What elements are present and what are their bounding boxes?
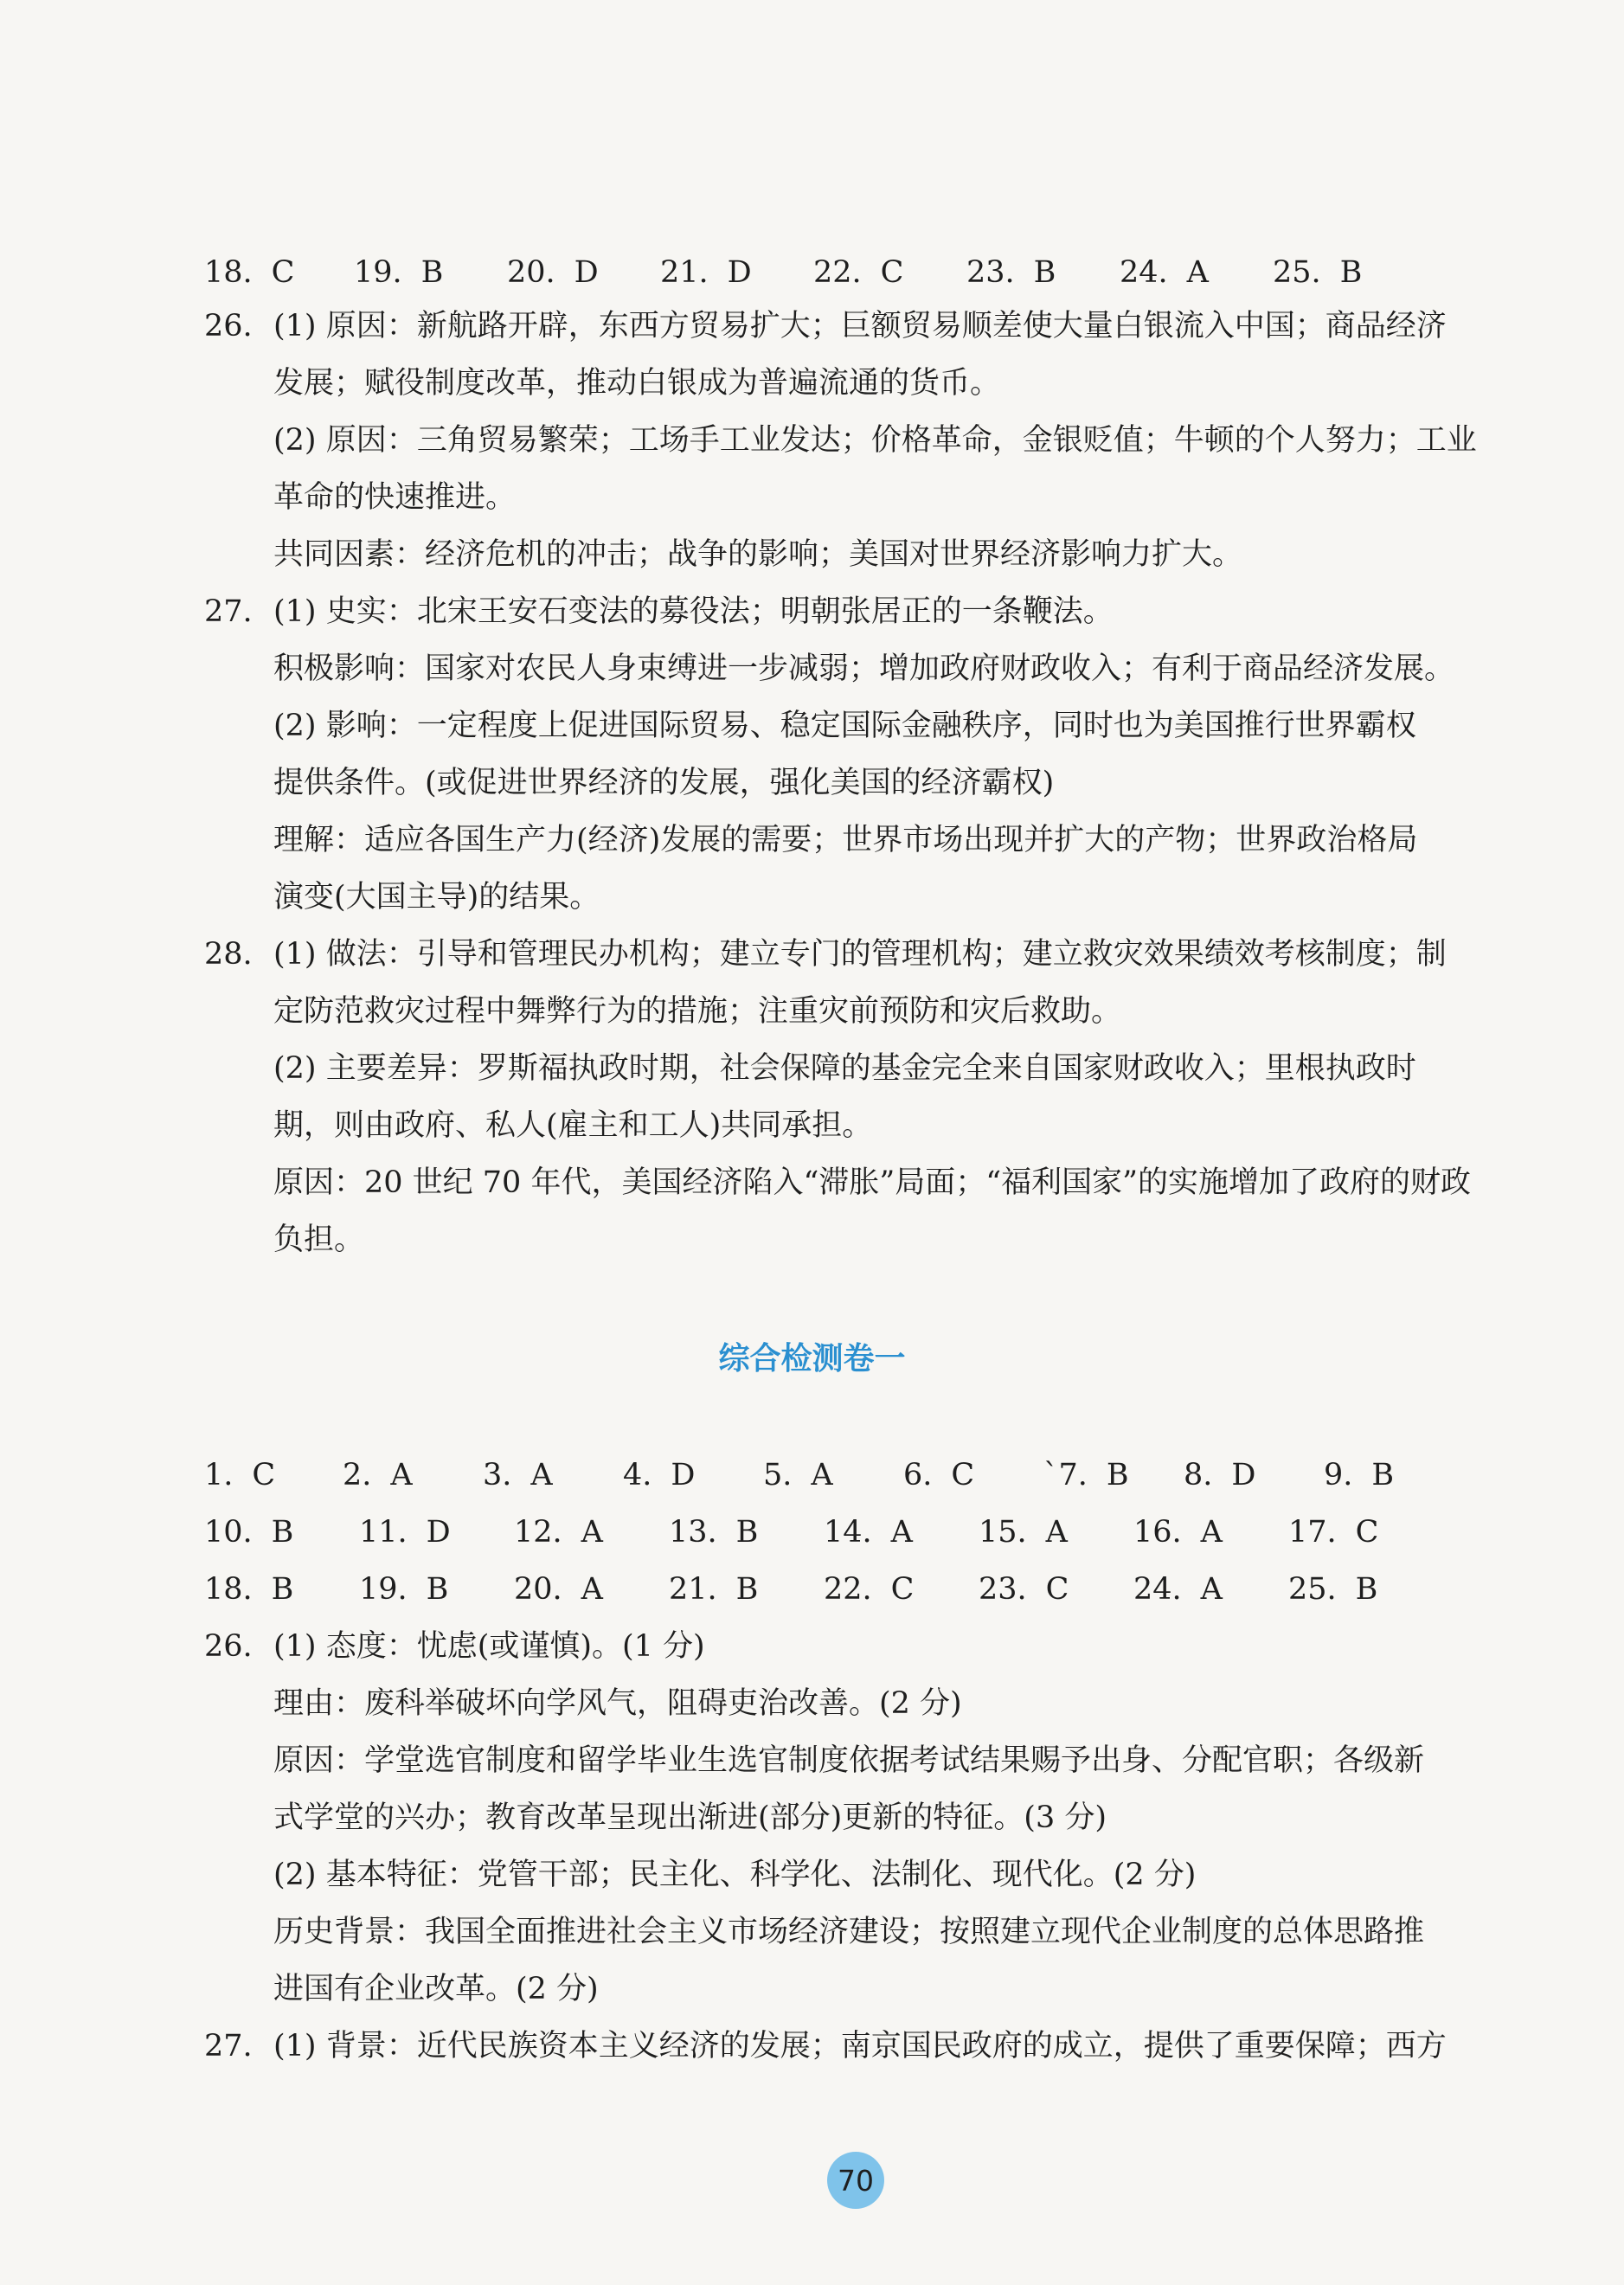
answer-letter: C bbox=[890, 1572, 915, 1607]
answer-item bbox=[359, 1512, 451, 1552]
answer-letter: B bbox=[1355, 1572, 1378, 1607]
answer-letter: A bbox=[530, 1458, 553, 1492]
answer-number: 23. bbox=[966, 255, 1015, 290]
answer-letter: B bbox=[1339, 255, 1363, 290]
question-number: 26. bbox=[204, 309, 253, 343]
answer-item bbox=[204, 253, 294, 292]
q26-line-3: (2) 原因：三角贸易繁荣；工场手工业发达；价格革命，金银贬值；牛顿的个人努力；工业 bbox=[273, 423, 1477, 458]
answer-number: 2. bbox=[343, 1458, 372, 1492]
q28-line-1: 28. (1) 做法：引导和管理民办机构；建立专门的管理机构；建立救灾效果绩效考核制度；制 bbox=[204, 934, 1447, 974]
answer-letter: C bbox=[1355, 1515, 1379, 1550]
answer-item bbox=[1043, 1455, 1129, 1495]
answer-letter: B bbox=[271, 1515, 294, 1550]
answer-item bbox=[824, 1512, 913, 1552]
answer-letter: B bbox=[1033, 255, 1056, 290]
answer-letter: A bbox=[890, 1515, 913, 1550]
answer-item bbox=[1324, 1455, 1394, 1495]
answer-letter: D bbox=[426, 1515, 451, 1550]
answer-number: 6. bbox=[903, 1458, 933, 1492]
answer-item bbox=[1184, 1455, 1255, 1495]
answer-item bbox=[903, 1455, 974, 1495]
answer-number: 17. bbox=[1288, 1515, 1337, 1550]
answer-number: 19. bbox=[359, 1572, 408, 1607]
answer-number: 13. bbox=[669, 1515, 717, 1550]
answer-letter: B bbox=[735, 1572, 759, 1607]
answer-letter: C bbox=[1045, 1572, 1069, 1607]
answer-letter: C bbox=[252, 1458, 276, 1492]
answer-item bbox=[204, 1512, 293, 1552]
q26b-line-6: 历史背景：我国全面推进社会主义市场经济建设；按照建立现代企业制度的总体思路推 bbox=[273, 1915, 1425, 1949]
q28-line-2: 定防范救灾过程中舞弊行为的措施；注重灾前预防和灾后救助。 bbox=[273, 994, 1122, 1029]
answer-item bbox=[1288, 1569, 1377, 1609]
answer-letter: A bbox=[1200, 1515, 1223, 1550]
q27-line-2: 积极影响：国家对农民人身束缚进一步减弱；增加政府财政收入；有利于商品经济发展。 bbox=[273, 651, 1455, 686]
page-number-badge: 70 bbox=[827, 2152, 884, 2209]
answer-letter: B bbox=[1371, 1458, 1395, 1492]
answer-item bbox=[514, 1569, 603, 1609]
answer-item bbox=[623, 1455, 695, 1495]
answer-letter: A bbox=[811, 1458, 833, 1492]
q27-line-5: 理解：适应各国生产力(经济)发展的需要；世界市场出现并扩大的产物；世界政治格局 bbox=[273, 823, 1418, 857]
answer-letter: C bbox=[880, 255, 904, 290]
answer-number: 1. bbox=[204, 1458, 234, 1492]
answer-item bbox=[966, 253, 1056, 292]
answer-number: 25. bbox=[1288, 1572, 1337, 1607]
answer-letter: A bbox=[1045, 1515, 1068, 1550]
answer-item bbox=[507, 253, 599, 292]
answer-number: 16. bbox=[1133, 1515, 1182, 1550]
q28-line-6: 负担。 bbox=[273, 1223, 365, 1257]
answer-number: 8. bbox=[1184, 1458, 1213, 1492]
answer-item bbox=[483, 1455, 553, 1495]
answer-letter: B bbox=[420, 255, 444, 290]
answer-number: 22. bbox=[824, 1572, 872, 1607]
q26b-line-3: 原因：学堂选官制度和留学毕业生选官制度依据考试结果赐予出身、分配官职；各级新 bbox=[273, 1743, 1425, 1778]
answer-number: 15. bbox=[979, 1515, 1027, 1550]
section-title: 综合检测卷一 bbox=[718, 1341, 906, 1377]
answer-letter: A bbox=[1200, 1572, 1223, 1607]
answer-letter: C bbox=[951, 1458, 975, 1492]
q26-line-1: 26. (1) 原因：新航路开辟，东西方贸易扩大；巨额贸易顺差使大量白银流入中国；商品经济 bbox=[204, 306, 1447, 346]
answer-letter: A bbox=[581, 1572, 603, 1607]
answer-number: 4. bbox=[623, 1458, 652, 1492]
answer-item bbox=[813, 253, 903, 292]
answer-item bbox=[514, 1512, 603, 1552]
question-number: 27. bbox=[204, 594, 253, 629]
answer-item bbox=[1288, 1512, 1378, 1552]
answer-number: 23. bbox=[979, 1572, 1027, 1607]
question-number: 26. bbox=[204, 1629, 253, 1664]
q27b-line-1: 27. (1) 背景：近代民族资本主义经济的发展；南京国民政府的成立，提供了重要保障；西方 bbox=[204, 2026, 1447, 2066]
answer-item bbox=[1133, 1512, 1223, 1552]
answer-number: 9. bbox=[1324, 1458, 1353, 1492]
q26b-line-1: 26. (1) 态度：忧虑(或谨慎)。(1 分) bbox=[204, 1627, 705, 1666]
answer-number: 22. bbox=[813, 255, 862, 290]
answer-item bbox=[669, 1569, 758, 1609]
answer-letter: A bbox=[581, 1515, 603, 1550]
answer-letter: A bbox=[1186, 255, 1209, 290]
answer-item bbox=[1120, 253, 1209, 292]
answer-item bbox=[204, 1455, 275, 1495]
answer-letter: B bbox=[735, 1515, 759, 1550]
answer-item bbox=[979, 1512, 1068, 1552]
answer-item bbox=[763, 1455, 833, 1495]
answer-item bbox=[1273, 253, 1362, 292]
answer-item bbox=[204, 1569, 293, 1609]
q27-line-4: 提供条件。(或促进世界经济的发展，强化美国的经济霸权) bbox=[273, 766, 1055, 800]
answer-number: 20. bbox=[514, 1572, 562, 1607]
answer-letter: D bbox=[1231, 1458, 1256, 1492]
q28-line-3: (2) 主要差异：罗斯福执政时期，社会保障的基金完全来自国家财政收入；里根执政时 bbox=[273, 1051, 1416, 1086]
answer-letter: D bbox=[671, 1458, 696, 1492]
answer-letter: B bbox=[426, 1572, 449, 1607]
answer-item bbox=[354, 253, 443, 292]
answer-number: 3. bbox=[483, 1458, 512, 1492]
answer-number: 18. bbox=[204, 255, 253, 290]
answer-number: 12. bbox=[514, 1515, 562, 1550]
q27-line-1: 27. (1) 史实：北宋王安石变法的募役法；明朝张居正的一条鞭法。 bbox=[204, 592, 1114, 632]
q27-line-6: 演变(大国主导)的结果。 bbox=[273, 880, 600, 915]
answer-item bbox=[979, 1569, 1069, 1609]
q26-line-4: 革命的快速推进。 bbox=[273, 480, 517, 515]
answer-number: 5. bbox=[763, 1458, 793, 1492]
answer-number: 21. bbox=[669, 1572, 717, 1607]
answer-item bbox=[1133, 1569, 1223, 1609]
answer-item bbox=[359, 1569, 448, 1609]
answer-number: 19. bbox=[354, 255, 402, 290]
answer-letter: C bbox=[271, 255, 295, 290]
q26b-line-4: 式学堂的兴办；教育改革呈现出渐进(部分)更新的特征。(3 分) bbox=[273, 1800, 1107, 1835]
answer-number: 24. bbox=[1120, 255, 1168, 290]
q27-line-3: (2) 影响：一定程度上促进国际贸易、稳定国际金融秩序，同时也为美国推行世界霸权 bbox=[273, 709, 1416, 743]
q26-line-2: 发展；赋役制度改革，推动白银成为普遍流通的货币。 bbox=[273, 366, 1001, 401]
q28-line-4: 期，则由政府、私人(雇主和工人)共同承担。 bbox=[273, 1108, 873, 1143]
answer-number: 25. bbox=[1273, 255, 1321, 290]
answer-number: 18. bbox=[204, 1572, 253, 1607]
answer-letter: A bbox=[390, 1458, 413, 1492]
answer-number: 11. bbox=[359, 1515, 408, 1550]
answer-number: `7. bbox=[1043, 1458, 1088, 1492]
answer-letter: B bbox=[1106, 1458, 1129, 1492]
q26b-line-5: (2) 基本特征：党管干部；民主化、科学化、法制化、现代化。(2 分) bbox=[273, 1858, 1197, 1892]
answer-number: 21. bbox=[660, 255, 709, 290]
q26b-line-7: 进国有企业改革。(2 分) bbox=[273, 1972, 599, 2006]
answer-number: 24. bbox=[1133, 1572, 1182, 1607]
answer-number: 14. bbox=[824, 1515, 872, 1550]
answer-number: 20. bbox=[507, 255, 555, 290]
answer-letter: D bbox=[574, 255, 599, 290]
answer-item bbox=[660, 253, 752, 292]
question-number: 27. bbox=[204, 2029, 253, 2064]
answer-item bbox=[824, 1569, 914, 1609]
answer-item bbox=[669, 1512, 758, 1552]
question-number: 28. bbox=[204, 937, 253, 972]
q26b-line-2: 理由：废科举破坏向学风气，阻碍吏治改善。(2 分) bbox=[273, 1686, 962, 1721]
q28-line-5: 原因：20 世纪 70 年代，美国经济陷入“滞胀”局面；“福利国家”的实施增加了政府的财政 bbox=[273, 1165, 1472, 1200]
q26-line-5: 共同因素：经济危机的冲击；战争的影响；美国对世界经济影响力扩大。 bbox=[273, 537, 1243, 572]
answer-letter: D bbox=[727, 255, 752, 290]
answer-letter: B bbox=[271, 1572, 294, 1607]
answer-item bbox=[343, 1455, 413, 1495]
answer-number: 10. bbox=[204, 1515, 253, 1550]
